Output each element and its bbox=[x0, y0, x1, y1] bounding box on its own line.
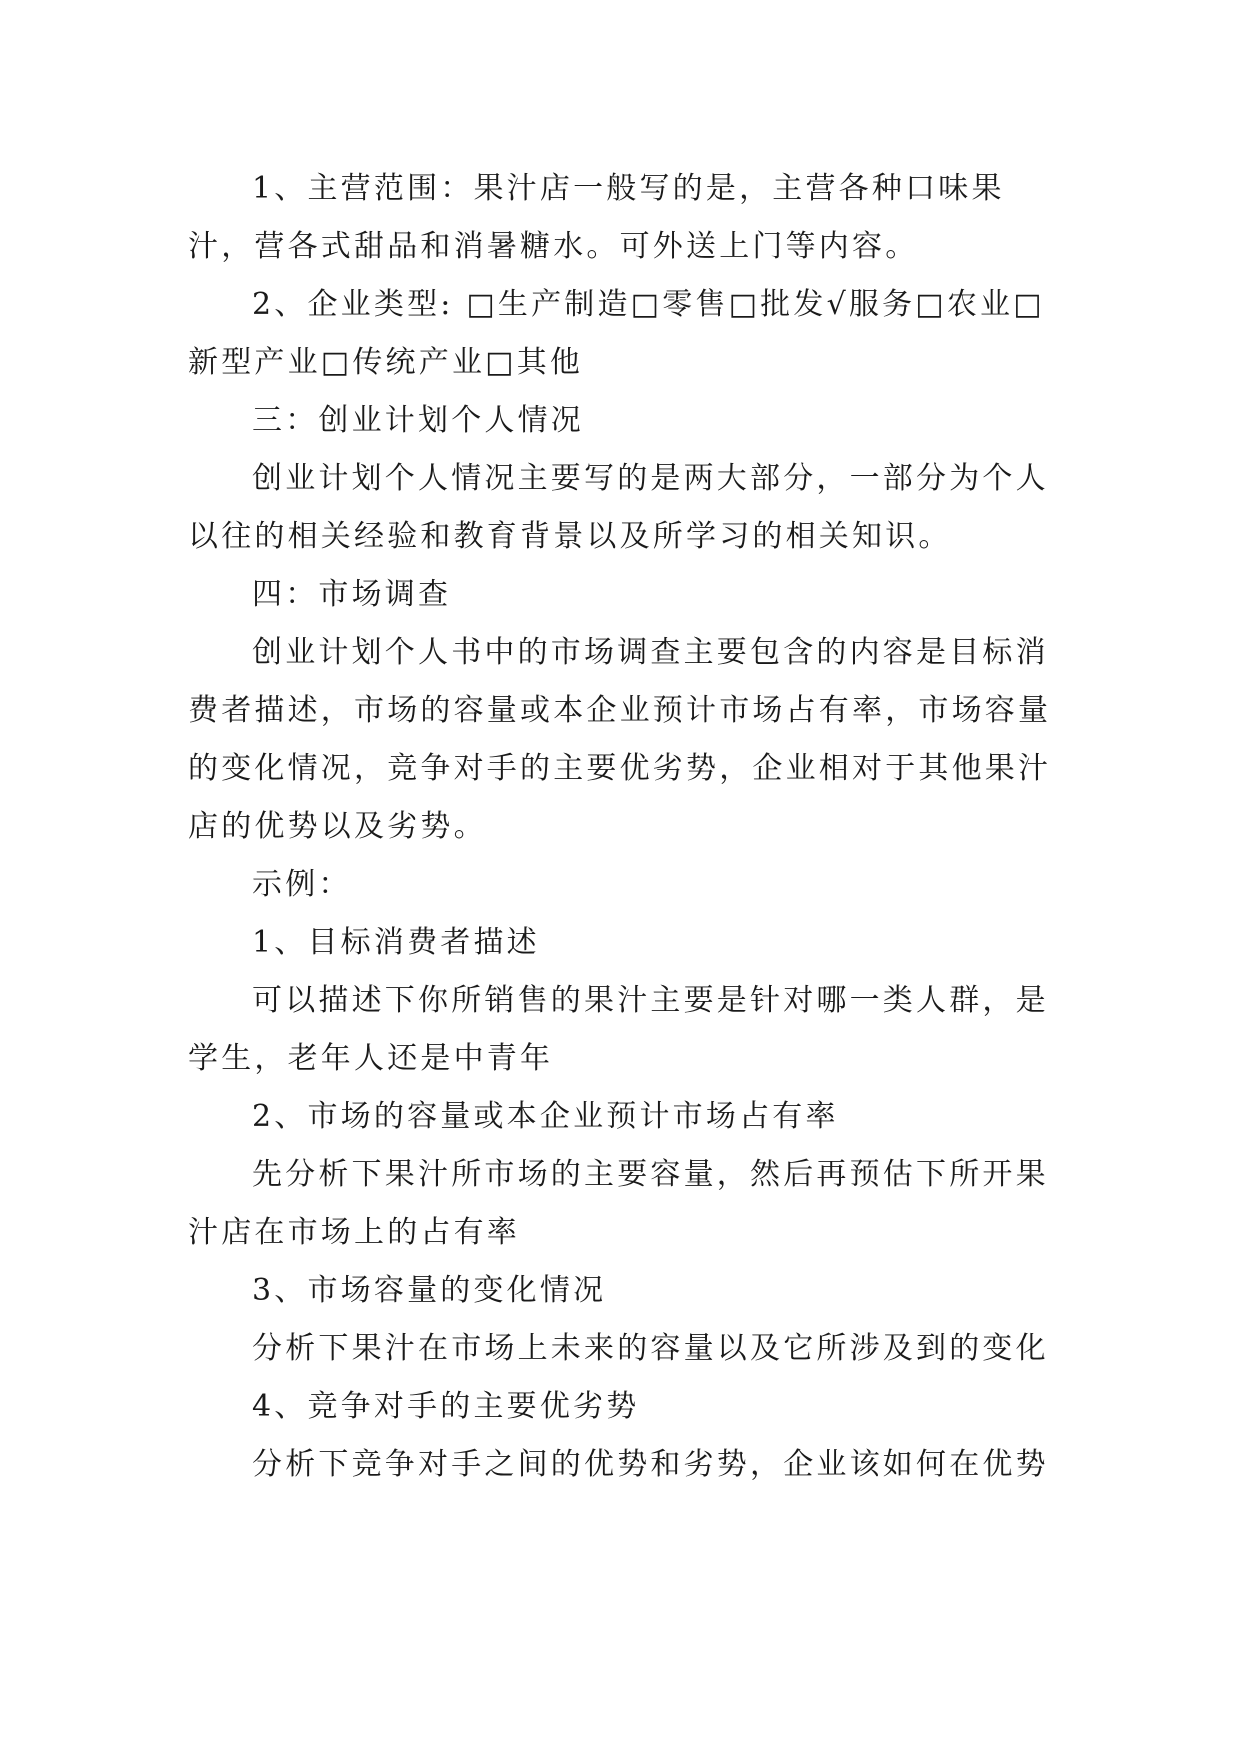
paragraph-main-scope: 1、主营范围：果汁店一般写的是，主营各种口味果汁，营各式甜品和消暑糖水。可外送上门等内容。 bbox=[188, 171, 1005, 264]
item-heading-capacity-change: 3、市场容量的变化情况 bbox=[252, 1273, 607, 1308]
item-heading-target-consumers: 1、目标消费者描述 bbox=[252, 925, 540, 960]
section-heading-personal: 三：创业计划个人情况 bbox=[252, 403, 584, 438]
paragraph-competitors: 分析下竞争对手之间的优势和劣势，企业该如何在优势 bbox=[252, 1447, 1049, 1482]
paragraph-market-capacity: 先分析下果汁所市场的主要容量，然后再预估下所开果汁店在市场上的占有率 bbox=[188, 1157, 1049, 1250]
paragraph-target-consumers: 可以描述下你所销售的果汁主要是针对哪一类人群，是学生，老年人还是中青年 bbox=[188, 983, 1049, 1076]
item-heading-market-capacity: 2、市场的容量或本企业预计市场占有率 bbox=[252, 1099, 839, 1134]
section-heading-market: 四：市场调查 bbox=[252, 577, 452, 612]
document-page bbox=[188, 160, 1053, 1494]
paragraph-personal-situation: 创业计划个人情况主要写的是两大部分，一部分为个人以往的相关经验和教育背景以及所学习的相关知识。 bbox=[188, 461, 1049, 554]
paragraph-enterprise-type: 2、企业类型: □生产制造□零售□批发√服务□农业□新型产业□传统产业□其他 bbox=[188, 287, 1045, 380]
paragraph-capacity-change: 分析下果汁在市场上未来的容量以及它所涉及到的变化 bbox=[252, 1331, 1049, 1366]
item-heading-competitors: 4、竞争对手的主要优劣势 bbox=[252, 1389, 640, 1424]
paragraph-market-survey: 创业计划个人书中的市场调查主要包含的内容是目标消费者描述，市场的容量或本企业预计市场占有率，市场容量的变化情况，竞争对手的主要优劣势，企业相对于其他果汁店的优势以及劣势。 bbox=[188, 635, 1052, 844]
example-label: 示例： bbox=[252, 867, 352, 902]
